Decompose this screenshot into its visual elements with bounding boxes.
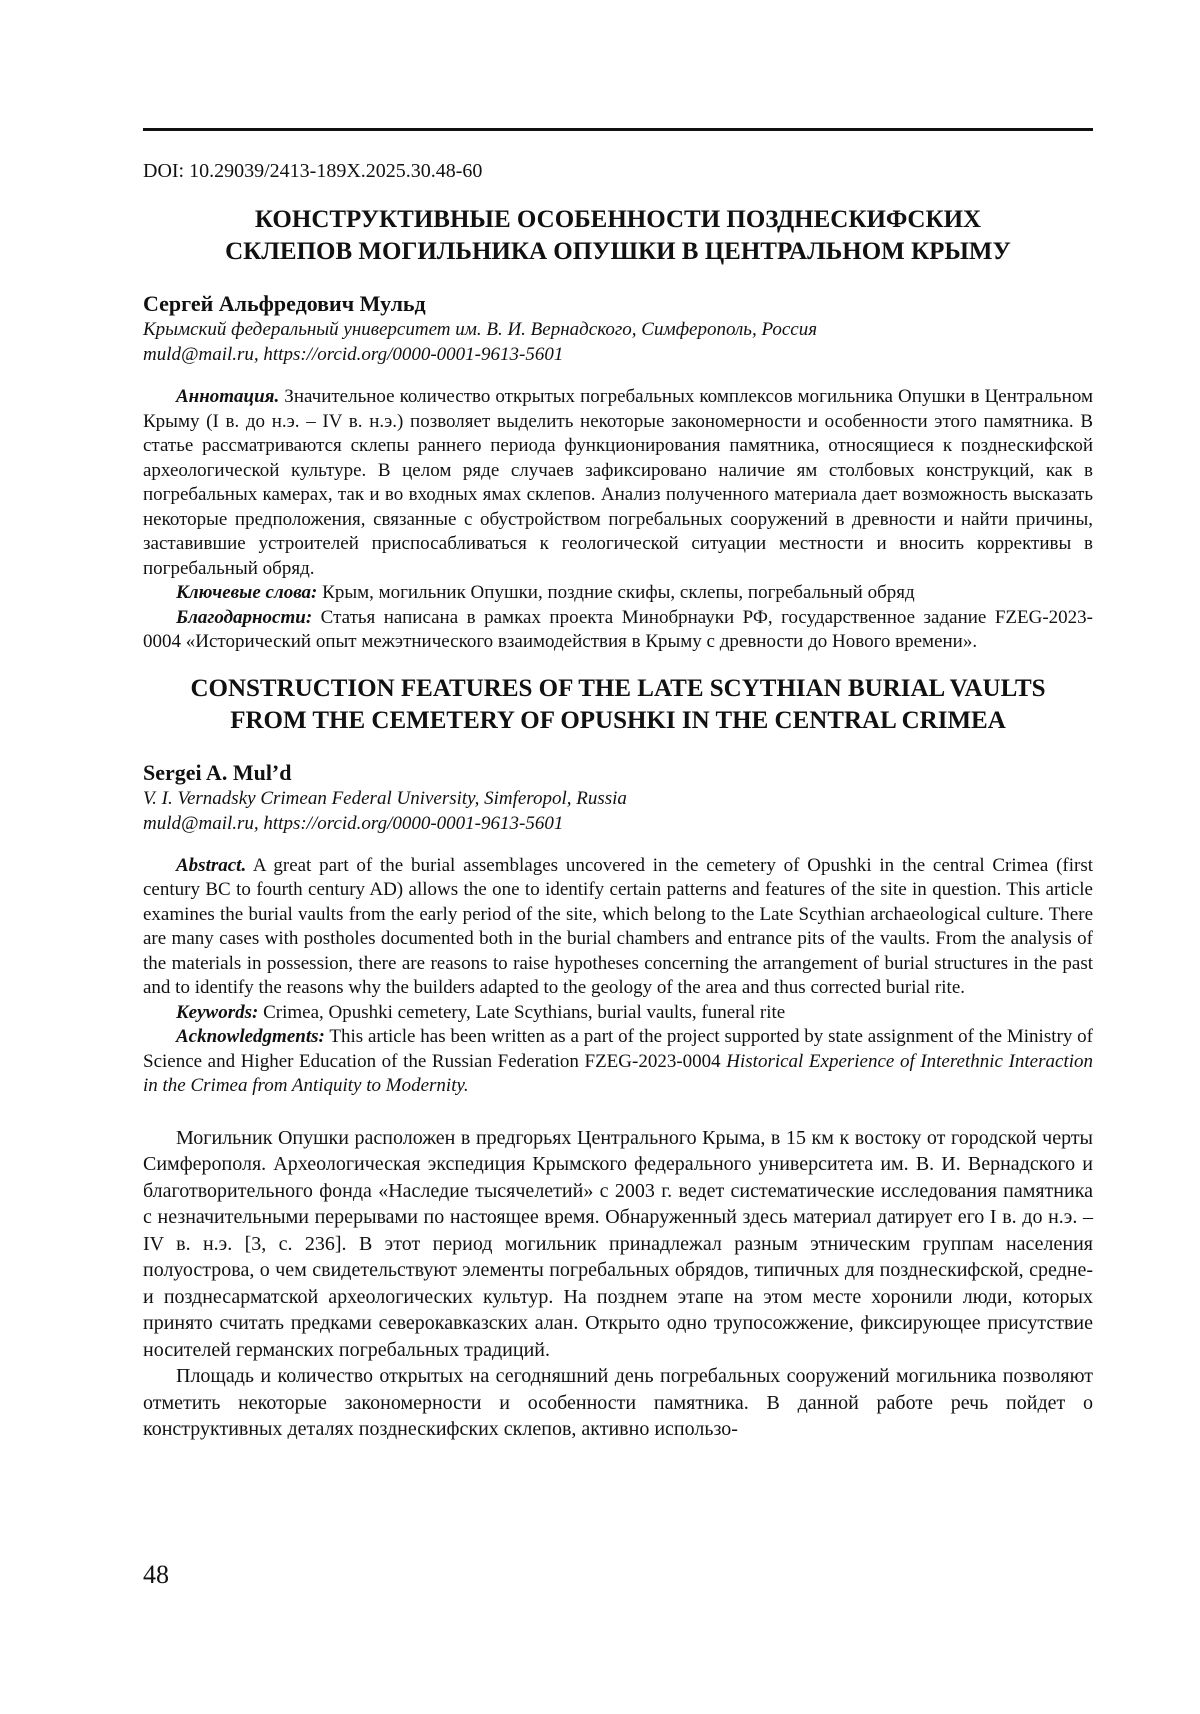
author-name-ru: Сергей Альфредович Мульд <box>143 291 426 316</box>
doi[interactable]: DOI: 10.29039/2413-189X.2025.30.48-60 <box>143 160 483 182</box>
abstract-text: Значительное количество открытых погребальных комплексов могильника Опушки в Центральном Крыму (I в. до н.э. – IV в. н.э.) позволяет выделить некоторые закономерности и особенности этого памятника. В статье рассматриваются склепы раннего периода функционирования памятника, относящиеся к позднескифской археологической культуре. В целом ряде случаев зафиксировано наличие ям столбовых конструкций, как в погребальных камерах, так и во входных ямах склепов. Анализ полученного материала дает возможность высказать некоторые предположения, связанные с обустройством погребальных сооружений в древности и найти причины, заставившие устроителей приспосабливаться к геологической ситуации местности и вносить коррективы в погребальный обряд. <box>143 386 1093 579</box>
ack-label: Благодарности: <box>176 606 313 628</box>
keywords-label: Keywords: <box>176 1001 259 1023</box>
abstract-ru <box>143 385 1093 581</box>
russian-title <box>143 204 1093 268</box>
spacer <box>143 1099 1093 1125</box>
acknowledgments-en <box>143 1025 1093 1099</box>
keywords-text: Крым, могильник Опушки, поздние скифы, склепы, погребальный обряд <box>317 582 915 603</box>
title-line: CONSTRUCTION FEATURES OF THE LATE SCYTHIAN BURIAL VAULTS <box>190 674 1046 702</box>
article-content <box>143 158 1093 1443</box>
header-rule <box>143 128 1093 131</box>
affiliation-en: V. I. Vernadsky Crimean Federal University, Simferopol, Russia <box>143 787 627 809</box>
keywords-label: Ключевые слова: <box>176 582 318 603</box>
abstract-text: A great part of the burial assemblages uncovered in the cemetery of Opushki in the central Crimea (first century BC to fourth century AD) allows the one to identify certain patterns and features of the site in question. This article examines the burial vaults from the early period of the site, which belong to the Late Scythian archaeological culture. There are many cases with postholes documented both in the burial chambers and entrance pits of the vaults. From the analysis of the materials in possession, there are reasons to raise hypotheses concerning the arrangement of burial structures in the past and to identify the reasons why the builders adapted to the geology of the area and thus corrected burial rite. <box>143 854 1093 998</box>
ack-text: This article has been written as a part of the project supported by state assignment of the Ministry of Science and Higher Education of the Russian Federation FZEG-2023-0004 <box>143 1026 1093 1072</box>
contact-ru[interactable]: muld@mail.ru, https://orcid.org/0000-0001-9613-5601 <box>143 344 564 365</box>
body-paragraph: Могильник Опушки расположен в предгорьях Центрального Крыма, в 15 км к востоку от городской черты Симферополя. Археологическая экспедиция Крымского федерального университета им. В. И. Вернадского и благотворительного фонда «Наследие тысячелетий» с 2003 г. ведет систематические исследования памятника с незначительными перерывами по настоящее время. Обнаруженный здесь материал датирует его I в. до н.э. – IV в. н.э. [3, с. 236]. В этот период могильник принадлежал разным этническим группам населения полуострова, о чем свидетельствуют элементы погребальных обрядов, типичных для позднескифской, средне- и позднесарматской археологических культур. На позднем этапе на этом месте хоронили люди, которых принято считать предками северокавказских алан. Открыто одно трупосожжение, фиксирующее присутствие носителей германских погребальных традиций. <box>143 1126 1093 1361</box>
title-line: СКЛЕПОВ МОГИЛЬНИКА ОПУШКИ В ЦЕНТРАЛЬНОМ КРЫМУ <box>225 238 1011 265</box>
keywords-ru <box>143 581 1093 606</box>
keywords-en <box>143 1001 1093 1026</box>
body-paragraph: Площадь и количество открытых на сегодняшний день погребальных сооружений могильника позволяют отметить некоторые закономерности и особенности памятника. В данной работе речь пойдет о конструктивных деталях позднескифских склепов, активно использо- <box>143 1365 1093 1440</box>
abstract-label: Аннотация. <box>176 386 280 407</box>
ack-text: Статья написана в рамках проекта Минобрнауки РФ, государственное задание FZEG-2023-0004 «Исторический опыт межэтнического взаимодействия в Крыму с древности до Нового времени». <box>143 606 1093 652</box>
author-name-en: Sergei A. Mul’d <box>143 759 292 785</box>
title-line: FROM THE CEMETERY OF OPUSHKI IN THE CENTRAL CRIMEA <box>230 706 1006 734</box>
spacer <box>143 655 1093 673</box>
abstract-en <box>143 854 1093 1001</box>
page-number: 48 <box>143 1560 169 1589</box>
affiliation-ru: Крымский федеральный университет им. В. И. Вернадского, Симферополь, Россия <box>143 319 818 340</box>
acknowledgments-ru <box>143 606 1093 655</box>
title-line: КОНСТРУКТИВНЫЕ ОСОБЕННОСТИ ПОЗДНЕСКИФСКИХ <box>254 206 982 233</box>
ack-label: Acknowledgments: <box>176 1026 325 1047</box>
ack-project-title: Historical Experience of Interethnic Interaction in the Crimea from Antiquity to Modernity. <box>143 1050 1093 1096</box>
keywords-text: Crimea, Opushki cemetery, Late Scythians, burial vaults, funeral rite <box>258 1001 786 1023</box>
contact-en[interactable]: muld@mail.ru, https://orcid.org/0000-0001-9613-5601 <box>143 812 564 834</box>
english-title <box>143 673 1093 737</box>
abstract-label: Abstract. <box>176 854 247 876</box>
